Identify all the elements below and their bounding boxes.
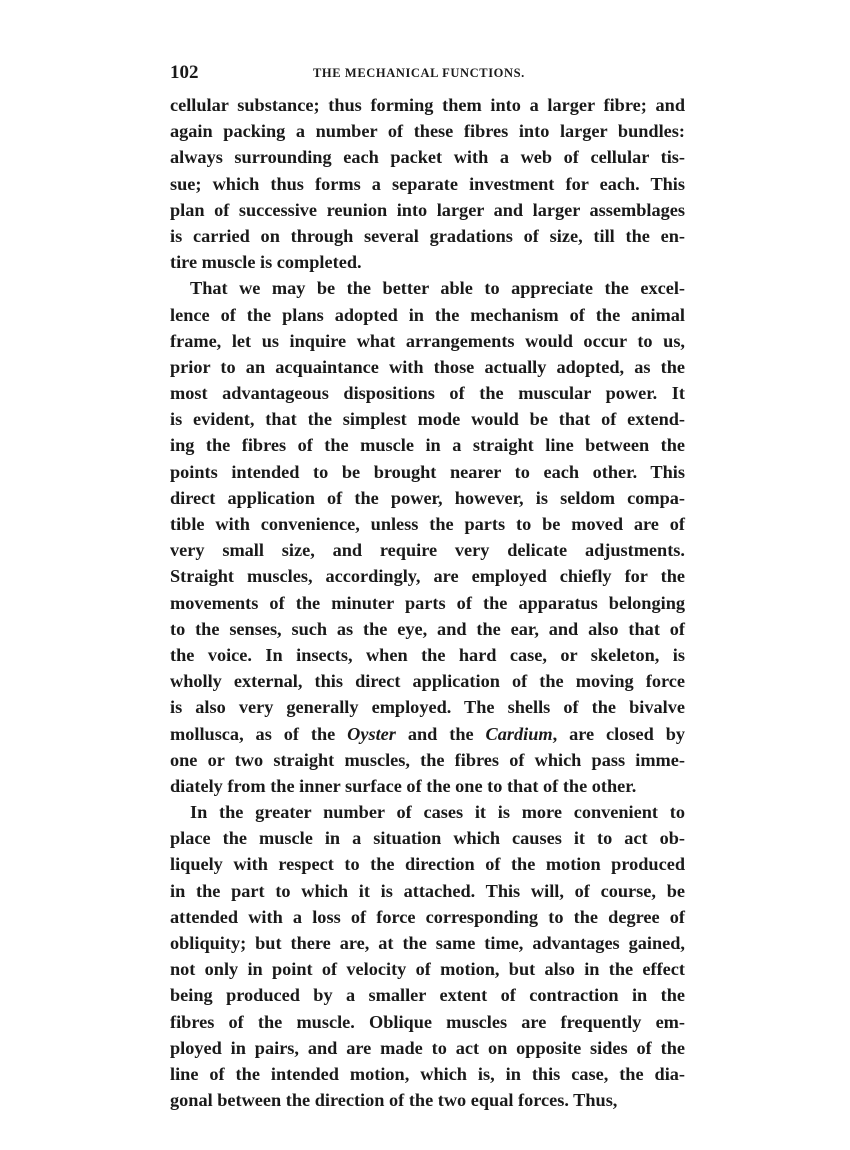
paragraph [170,92,685,275]
running-title: THE MECHANICAL FUNCTIONS. [313,66,525,80]
paragraph [170,275,685,799]
book-page [170,60,685,1113]
text-line: the voice. In insects, when the hard case, or skeleton, is [170,644,685,665]
page-number: 102 [170,62,199,83]
text-line: wholly external, this direct application of the moving force [170,671,685,692]
text-line: is evident, that the simplest mode would be that of extend- [170,409,685,430]
text-line: prior to an acquaintance with those actually adopted, as the [170,356,685,377]
text-line: is carried on through several gradations of size, till the en- [170,225,685,246]
text-line: That we may be the better able to appreciate the excel- [190,278,685,299]
running-head [170,60,685,88]
text-line: Straight muscles, accordingly, are employed chiefly for the [170,566,685,587]
text-line: diately from the inner surface of the one to that of the other. [170,775,637,796]
text-line: in the part to which it is attached. This will, of course, be [170,880,685,901]
text-line: points intended to be brought nearer to each other. This [170,461,685,482]
text-line: fibres of the muscle. Oblique muscles are frequently em- [170,1011,685,1032]
text-line: direct application of the power, however, is seldom compa- [170,487,685,508]
text-line: attended with a loss of force corresponding to the degree of [170,906,685,927]
text-line: to the senses, such as the eye, and the ear, and also that of [170,618,685,639]
text-line: ing the fibres of the muscle in a straight line between the [170,435,685,456]
text-line: again packing a number of these fibres into larger bundles: [170,121,685,142]
text-line: movements of the minuter parts of the apparatus belonging [170,592,685,613]
italic-term: Cardium [485,723,553,744]
text-line: obliquity; but there are, at the same time, advantages gained, [170,933,685,953]
text-line: cellular substance; thus forming them into a larger fibre; and [170,95,685,115]
text-line: is also very generally employed. The shells of the bivalve [170,697,685,718]
text-line: frame, let us inquire what arrangements would occur to us, [170,330,685,351]
text-line: gonal between the direction of the two equal forces. Thus, [170,1090,618,1111]
text-line: mollusca, as of the Oyster and the Cardium, are closed by [170,723,685,744]
text-line: ployed in pairs, and are made to act on opposite sides of the [170,1037,685,1058]
text-line: In the greater number of cases it is more convenient to [190,802,685,823]
text-line: very small size, and require very delicate adjustments. [170,540,685,561]
text-line: one or two straight muscles, the fibres of which pass imme- [170,749,685,770]
text-line: being produced by a smaller extent of contraction in the [170,985,685,1006]
text-line: always surrounding each packet with a web of cellular tis- [170,147,685,168]
text-line: plan of successive reunion into larger and larger assemblages [170,199,685,220]
text-line: line of the intended motion, which is, in this case, the dia- [170,1063,685,1084]
text-line: liquely with respect to the direction of the motion produced [170,854,685,875]
text-line: not only in point of velocity of motion, but also in the effect [170,959,685,980]
text-line: tire muscle is completed. [170,252,362,273]
body-text [170,92,685,1113]
text-line: place the muscle in a situation which causes it to act ob- [170,828,685,849]
paragraph [170,799,685,1113]
text-line: tible with convenience, unless the parts to be moved are of [170,514,685,534]
italic-term: Oyster [347,723,396,744]
text-line: lence of the plans adopted in the mechanism of the animal [170,304,685,325]
text-line: sue; which thus forms a separate investment for each. This [170,173,685,194]
text-line: most advantageous dispositions of the muscular power. It [170,383,685,404]
